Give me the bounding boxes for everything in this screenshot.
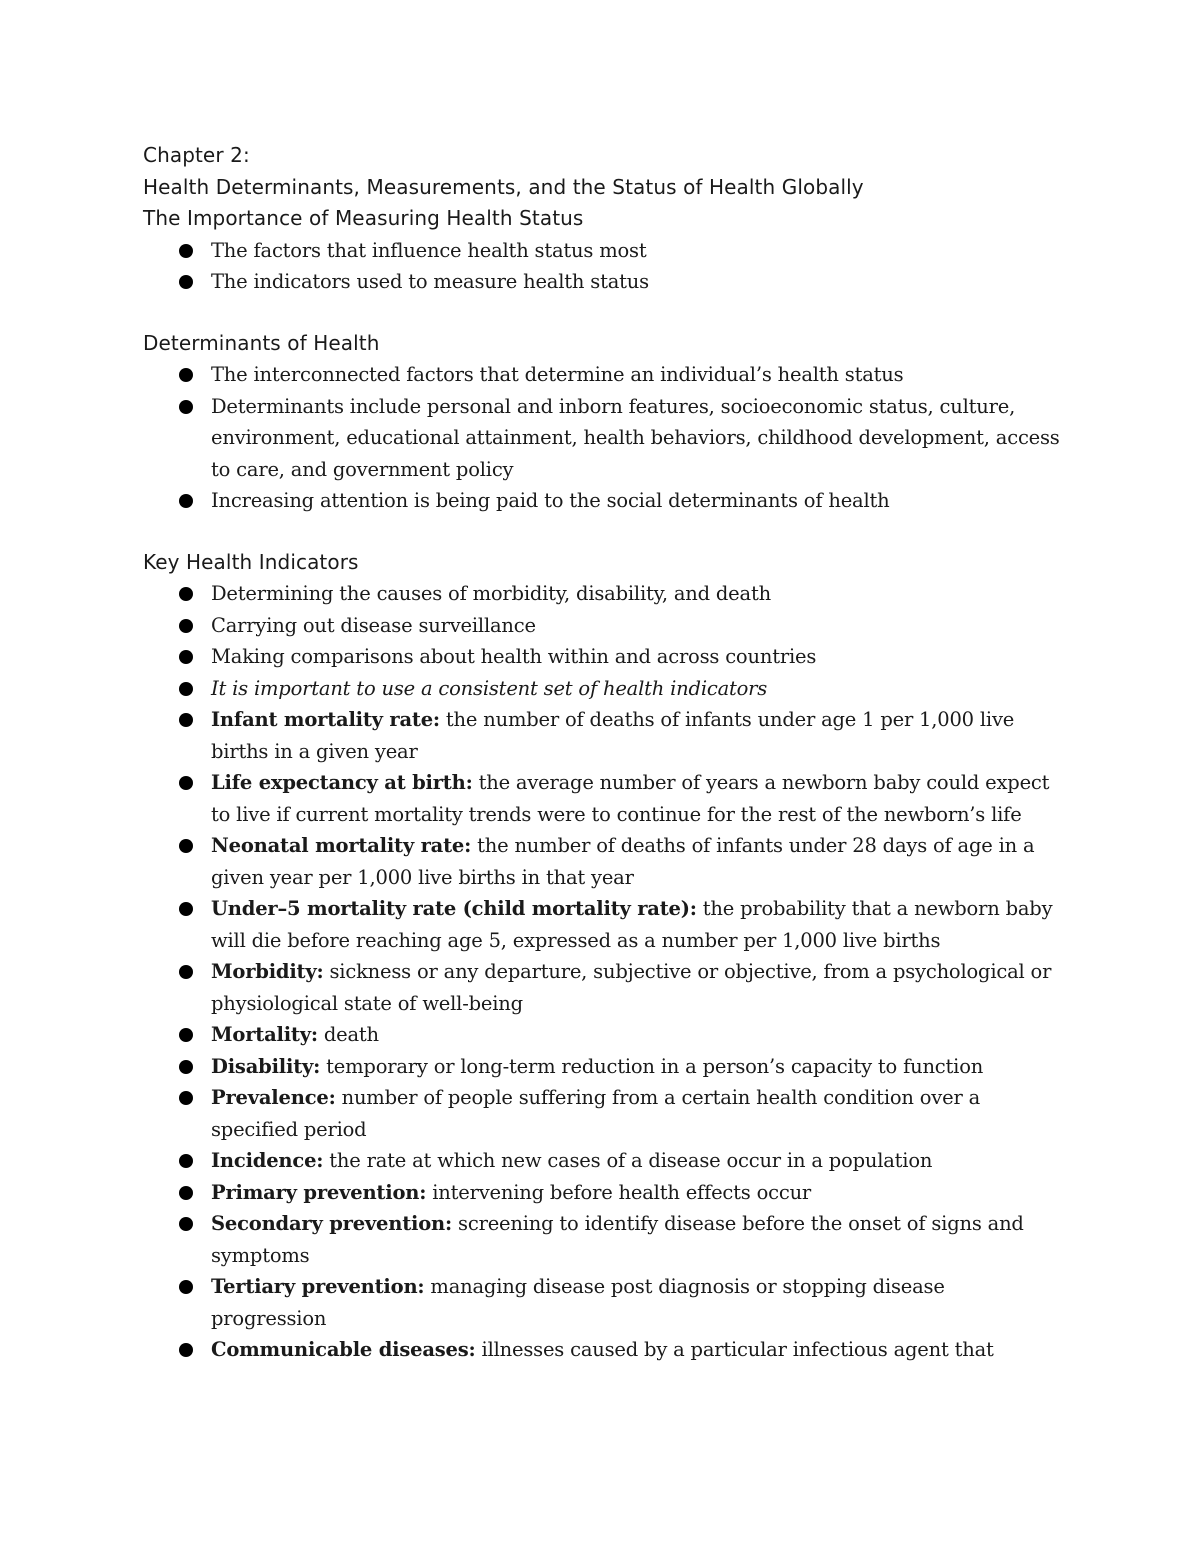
list-item (143, 235, 1063, 267)
list-item (143, 767, 1063, 830)
term-definition: screening to identify disease before the onset of signs and symptoms (211, 1212, 1024, 1267)
term-definition: intervening before health effects occur (426, 1180, 812, 1204)
term-definition: sickness or any departure, subjective or objective, from a psychological or physiological state of well-being (211, 960, 1052, 1015)
term-definition: managing disease post diagnosis or stopping disease progression (211, 1275, 945, 1330)
bullet-dot-icon (179, 1280, 193, 1294)
item-text: Increasing attention is being paid to the social determinants of health (211, 489, 890, 512)
bullet-list (143, 578, 1063, 1366)
chapter-title: Health Determinants, Measurements, and the Status of Health Globally (143, 174, 864, 199)
section (143, 547, 1063, 1366)
item-text: Determining the causes of morbidity, disability, and death (211, 582, 771, 605)
item-text: The indicators used to measure health status (211, 270, 649, 293)
list-item (143, 1271, 1063, 1334)
term-definition: the rate at which new cases of a disease occur in a population (323, 1149, 933, 1172)
term-definition: number of people suffering from a certain health condition over a specified period (211, 1086, 980, 1141)
list-item (143, 485, 1063, 517)
list-item (143, 610, 1063, 642)
list-item (143, 578, 1063, 610)
bullet-dot-icon (179, 1343, 193, 1357)
list-item (143, 673, 1063, 705)
bullet-dot-icon (179, 1217, 193, 1231)
list-item (143, 1145, 1063, 1177)
list-item (143, 704, 1063, 767)
term-label: Communicable diseases: (211, 1338, 476, 1361)
item-text: Carrying out disease surveillance (211, 613, 536, 637)
sections-container (143, 203, 1063, 1366)
list-item (143, 1051, 1063, 1083)
term-definition: the number of deaths of infants under age 1 per 1,000 live births in a given year (211, 708, 1015, 763)
list-item (143, 830, 1063, 893)
bullet-dot-icon (179, 400, 193, 414)
list-item (143, 1019, 1063, 1051)
bullet-dot-icon (179, 244, 193, 258)
term-label: Incidence: (211, 1149, 324, 1172)
list-item (143, 359, 1063, 391)
term-label: Secondary prevention: (211, 1212, 453, 1235)
section-heading: Key Health Indicators (143, 549, 359, 574)
list-item (143, 1082, 1063, 1145)
bullet-dot-icon (179, 1091, 193, 1105)
bullet-dot-icon (179, 839, 193, 853)
list-item (143, 391, 1063, 486)
term-definition: the average number of years a newborn baby could expect to live if current mortality trends were to continue for the rest of the newborn’s life (211, 771, 1050, 826)
bullet-dot-icon (179, 494, 193, 508)
term-label: Morbidity: (211, 960, 324, 983)
bullet-dot-icon (179, 1154, 193, 1168)
term-label: Mortality: (211, 1023, 318, 1046)
bullet-dot-icon (179, 587, 193, 601)
bullet-dot-icon (179, 619, 193, 633)
term-label: Disability: (211, 1054, 321, 1078)
document-page (143, 140, 1063, 1366)
bullet-dot-icon (179, 650, 193, 664)
item-text: The factors that influence health status most (211, 238, 647, 262)
bullet-dot-icon (179, 902, 193, 916)
term-label: Life expectancy at birth: (211, 771, 473, 794)
bullet-dot-icon (179, 776, 193, 790)
bullet-dot-icon (179, 275, 193, 289)
bullet-list (143, 235, 1063, 298)
bullet-list (143, 359, 1063, 517)
term-definition: illnesses caused by a particular infectious agent that (475, 1338, 994, 1361)
term-definition: the number of deaths of infants under 28 days of age in a given year per 1,000 live births in that year (211, 834, 1035, 889)
section (143, 203, 1063, 298)
bullet-dot-icon (179, 1028, 193, 1042)
term-label: Infant mortality rate: (211, 708, 440, 731)
bullet-dot-icon (179, 368, 193, 382)
item-text: The interconnected factors that determine an individual’s health status (211, 363, 904, 386)
term-definition: death (317, 1023, 379, 1046)
chapter-header (143, 140, 1063, 203)
bullet-dot-icon (179, 682, 193, 696)
bullet-dot-icon (179, 965, 193, 979)
section (143, 328, 1063, 517)
list-item (143, 1334, 1063, 1366)
item-text: Making comparisons about health within and across countries (211, 645, 817, 668)
list-item (143, 1208, 1063, 1271)
item-text: It is important to use a consistent set of health indicators (211, 676, 768, 700)
term-label: Tertiary prevention: (211, 1275, 425, 1298)
bullet-dot-icon (179, 713, 193, 727)
list-item (143, 893, 1063, 956)
list-item (143, 956, 1063, 1019)
term-label: Primary prevention: (211, 1180, 427, 1204)
list-item (143, 641, 1063, 673)
term-label: Prevalence: (211, 1086, 336, 1109)
bullet-dot-icon (179, 1186, 193, 1200)
chapter-label: Chapter 2: (143, 143, 250, 167)
term-label: Neonatal mortality rate: (211, 834, 472, 857)
term-definition: temporary or long-term reduction in a person’s capacity to function (320, 1054, 984, 1078)
term-definition: the probability that a newborn baby will die before reaching age 5, expressed as a number per 1,000 live births (211, 897, 1053, 952)
item-text: Determinants include personal and inborn features, socioeconomic status, culture, environment, educational attainment, health behaviors, childhood development, access to care, and government policy (211, 394, 1060, 481)
section-heading: Determinants of Health (143, 330, 380, 355)
list-item (143, 1177, 1063, 1209)
list-item (143, 266, 1063, 298)
term-label: Under–5 mortality rate (child mortality rate): (211, 897, 697, 920)
bullet-dot-icon (179, 1060, 193, 1074)
section-heading: The Importance of Measuring Health Status (143, 206, 584, 230)
